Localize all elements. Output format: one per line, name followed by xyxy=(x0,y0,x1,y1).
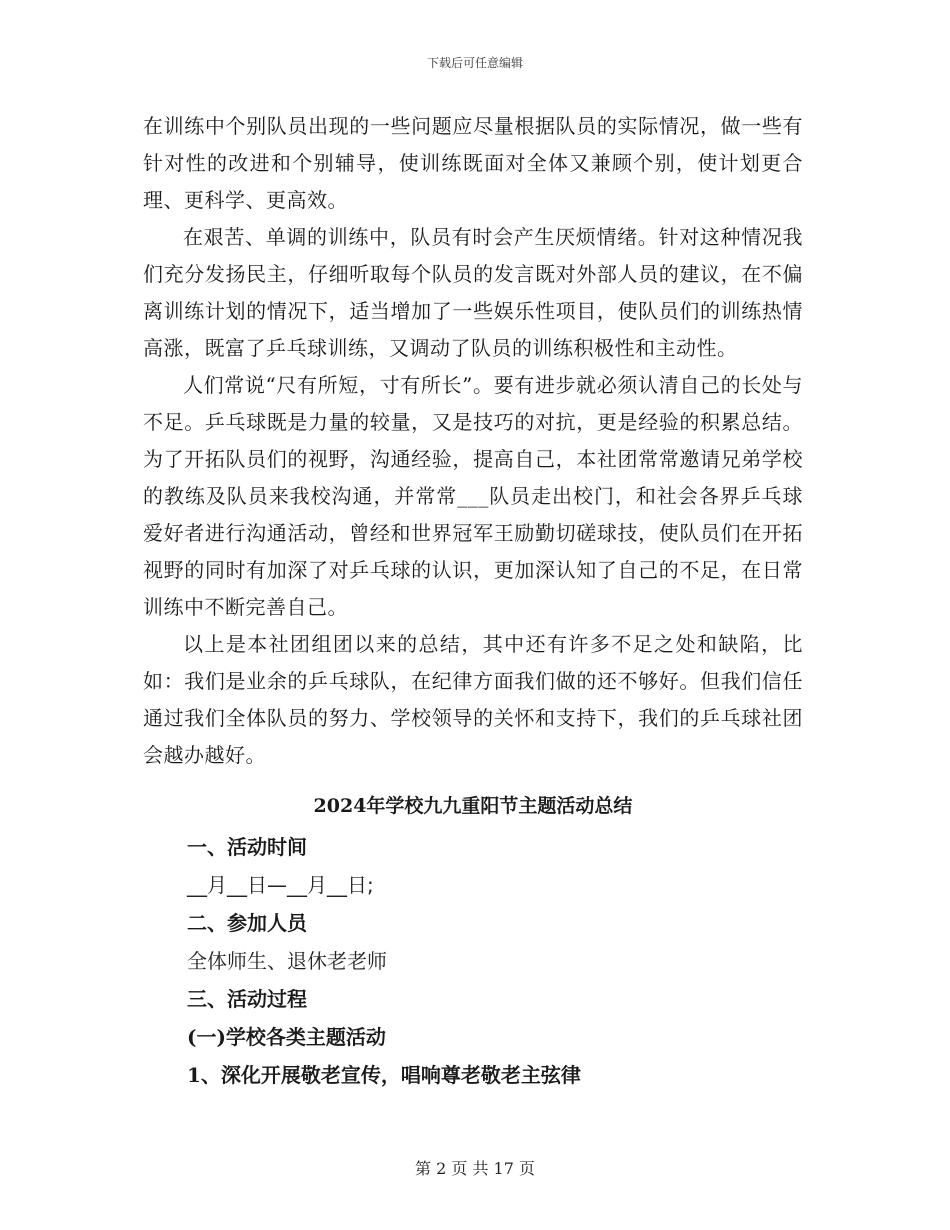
document-title: 2024年学校九九重阳节主题活动总结 xyxy=(313,795,633,817)
participants-value: 全体师生、退休老老师 xyxy=(187,949,387,973)
subheading-school-activities: (一)学校各类主题活动 xyxy=(187,1025,386,1049)
paragraph-summary: 以上是本社团组团以来的总结，其中还有许多不足之处和缺陷，比如：我们是业余的乒乓球队，在纪律方面我们做的还不够好。但我们信任通过我们全体队员的努力、学校领导的关怀和支持下，我们的乒乓球社团会越办越好。 xyxy=(143,632,803,767)
activity-time-value: __月__日—__月__日; xyxy=(187,873,374,897)
header-note: 下载后可任意编辑 xyxy=(426,56,523,70)
subheading-respect-elders: 1、深化开展敬老宣传，唱响尊老敬老主弦律 xyxy=(187,1063,581,1087)
paragraph-training-issues: 在训练中个别队员出现的一些问题应尽量根据队员的实际情况，做一些有针对性的改进和个别辅导，使训练既面对全体又兼顾个别，使计划更合理、更科学、更高效。 xyxy=(143,114,803,212)
heading-activity-process: 三、活动过程 xyxy=(187,987,307,1011)
page-footer: 第 2 页 共 17 页 xyxy=(415,1159,535,1178)
paragraph-boredom: 在艰苦、单调的训练中，队员有时会产生厌烦情绪。针对这种情况我们充分发扬民主，仔细听取每个队员的发言既对外部人员的建议，在不偏离训练计划的情况下，适当增加了一些娱乐性项目，使队员们的训练热情高涨，既富了乒乓球训练，又调动了队员的训练积极性和主动性。 xyxy=(143,225,803,360)
heading-participants: 二、参加人员 xyxy=(187,911,307,935)
document-body xyxy=(143,108,803,1094)
heading-activity-time: 一、活动时间 xyxy=(187,835,307,859)
paragraph-strengths: 人们常说“尺有所短，寸有所长”。要有进步就必须认清自己的长处与不足。乒乓球既是力量的较量，又是技巧的对抗，更是经验的积累总结。为了开拓队员们的视野，沟通经验，提高自己，本社团常常邀请兄弟学校的教练及队员来我校沟通，并常常___队员走出校门，和社会各界乒乓球爱好者进行沟通活动，曾经和世界冠军王励勤切磋球技，使队员们在开拓视野的同时有加深了对乒乓球的认识，更加深认知了自己的不足，在日常训练中不断完善自己。 xyxy=(143,373,803,619)
